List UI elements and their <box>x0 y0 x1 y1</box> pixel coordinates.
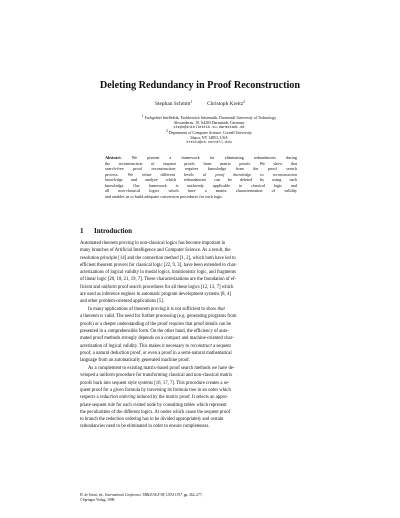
text-line: proof, a natural deduction proof, or even a proof in a semi-natural mathematical <box>80 350 232 356</box>
section-number: 1 <box>80 227 84 235</box>
text-line: veloped a uniform procedure for transforming classical and non-classical matrix <box>80 373 233 379</box>
abstract-line: knowledge. Our framework is uniformly applicable to classical logic and <box>105 182 297 188</box>
text-line: As a complement to existing matrix-based proof search methods we have de- <box>88 366 235 372</box>
body-text <box>80 240 320 431</box>
author-name: Stephan Schmitt <box>155 101 191 107</box>
text-line: presented in a comprehensible form. On the other hand, the efficiency of auto- <box>80 329 229 335</box>
author-name: Christoph Kreitz <box>207 101 244 107</box>
abstract-line: Abstract. We present a framework for eliminating redundancies during <box>105 155 297 160</box>
text-line: In many applications of theorem proving it is not sufficient to show that <box>88 307 225 313</box>
paragraph <box>80 240 320 306</box>
text-line: of linear logic [20, 10, 21, 19, 7]. These characterizations are the foundation of ef- <box>80 277 237 283</box>
text-line: proofs) or a deeper understanding of the proof requires that proof details can be <box>80 321 232 327</box>
author-footnote-mark: 2 <box>243 100 245 104</box>
author-line <box>0 101 400 108</box>
text-line: the peculiarities of the different logics. At nodes which cause the sequent proof <box>80 409 231 415</box>
author-email: kreitz@cs.cornell.edu <box>186 140 232 145</box>
abstract-label: Abstract. <box>105 155 122 160</box>
text-line: respects a reduction ordering induced by the matrix proof. It selects an appro- <box>80 395 229 401</box>
affiliations <box>100 116 318 145</box>
abstract-line: the reconstruction of sequent proofs from matrix proofs. We show that <box>105 160 297 166</box>
affiliation-line: $^2$ Department of Computer Science, Cornell University <box>166 128 252 135</box>
text-line: mated proof methods strongly depends on a compact and machine-oriented char- <box>80 336 234 342</box>
text-line: resolution principle [14] and the connection method [1, 2], which both have led to <box>80 255 236 261</box>
text-line: language from an automatically generated machine proof. <box>80 358 190 364</box>
abstract-line: search-free proof reconstruction requires knowledge from the proof search <box>105 166 297 172</box>
affiliation-address: Ithaca, NY 14853, USA <box>190 135 228 140</box>
text-line: priate sequent rule for each visited node by consulting tables which represent <box>80 402 227 408</box>
text-line: acterizations of logical validity in modal logics, intuitionistic logic, and fragments <box>80 270 236 276</box>
text-line: to branch the reduction ordering has to be divided appropriately and certain <box>80 417 224 423</box>
copyright-line: ©Springer Verlag, 1998. <box>80 497 116 502</box>
author-email: steph@intellektik.tu-darmstadt.de <box>173 125 245 130</box>
publication-footnote <box>80 493 320 503</box>
text-line: proofs back into sequent style systems [16, 17, 7]. This procedure creates a se- <box>80 380 230 386</box>
paragraph <box>80 365 320 431</box>
text-line: are used as inference engines in automatic program development systems [8, 4] <box>80 292 231 298</box>
paragraph <box>80 306 320 364</box>
abstract-line: knowledge and analyze which redundancies can be deleted by using such <box>105 177 297 183</box>
text-line: ficient and uniform proof search procedures for all these logics [12, 13, 7] which <box>80 284 234 290</box>
paper-title: Deleting Redundancy in Proof Reconstruction <box>99 80 301 91</box>
section-title: Introduction <box>94 227 132 235</box>
text-line: redundancies need to be eliminated in order to ensure completeness. <box>80 424 210 430</box>
text-line: many branches of Artificial Intelligence and Computer Science. As a result, the <box>80 248 231 254</box>
text-line: quent proof for a given formula by traversing its formula tree in an order which <box>80 387 231 393</box>
section-heading <box>80 227 132 236</box>
text-line: efficient theorem provers for classical logic [22, 9, 3], have been extended to char- <box>80 262 237 268</box>
abstract <box>105 155 297 199</box>
affiliation-line: $^1$ Fachgebiet Intellektik, Fachbereich Informatik, Darmstadt University of Technology <box>141 114 277 120</box>
text-line: a theorem is valid. The need for further processing (e.g. generating programs from <box>80 314 237 320</box>
affiliation-address: Alexanderstr. 10, 64283 Darmstadt, Germany <box>173 120 245 125</box>
author-footnote-mark: 1 <box>190 100 193 104</box>
text-line: and other problem-oriented applications [5]. <box>80 299 165 305</box>
text-line: acterization of logical validity. This makes it necessary to reconstruct a sequent <box>80 343 231 349</box>
abstract-line: all non-classical logics which have a matrix characterization of validity <box>105 188 297 194</box>
abstract-line: and enables us to build adequate conversion procedures for each logic. <box>105 193 224 199</box>
abstract-line: process. We relate different levels of proof knowledge to reconstruction <box>105 171 297 177</box>
text-line: Automated theorem proving in non-classical logics has become important in <box>80 241 226 246</box>
citation-line: H. de Swart, ed., International Conference TABLEAUX-98, LNAI 1397, pp. 262–277, <box>80 493 203 497</box>
